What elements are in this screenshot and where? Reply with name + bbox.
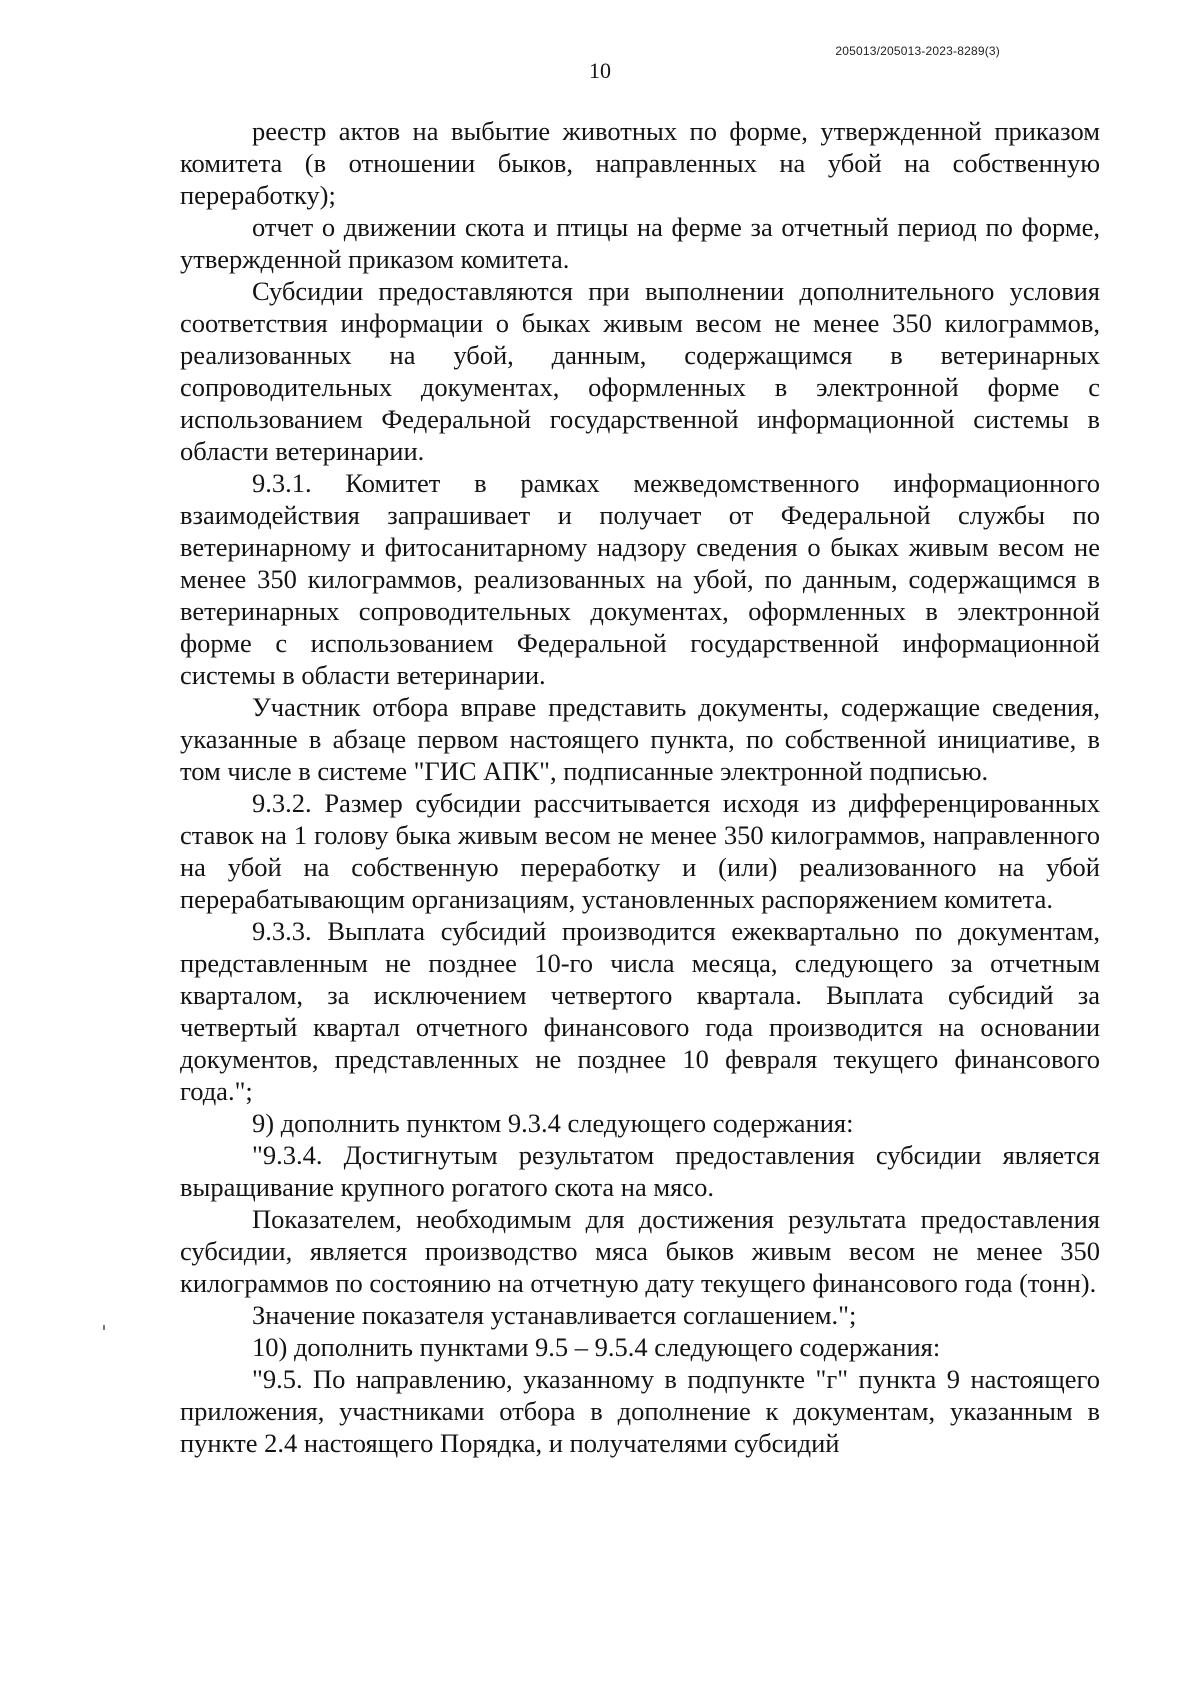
paragraph: Участник отбора вправе представить документы, содержащие сведения, указанные в абзаце первом настоящего пункта, по собственной инициативе, в том числе в системе "ГИС АПК", подписанные электронной подписью. [180, 692, 1100, 786]
paragraph: отчет о движении скота и птицы на ферме за отчетный период по форме, утвержденной приказом комитета. [180, 212, 1100, 274]
page-number: 10 [589, 58, 611, 83]
paragraph: 9.3.2. Размер субсидии рассчитывается исходя из дифференцированных ставок на 1 голову быка живым весом не менее 350 килограммов, направленного на убой на собственную переработку и (или) реализованного на убой перерабатывающим организациям, установленных распоряжением комитета. [180, 788, 1100, 914]
document-body [180, 115, 1100, 1459]
paragraph: 10) дополнить пунктами 9.5 – 9.5.4 следующего содержания: [252, 1332, 941, 1362]
paragraph: 9) дополнить пунктом 9.3.4 следующего содержания: [252, 1108, 854, 1138]
paragraph: "9.3.4. Достигнутым результатом предоставления субсидии является выращивание крупного рогатого скота на мясо. [180, 1140, 1100, 1202]
paragraph: 9.3.3. Выплата субсидий производится ежеквартально по документам, представленным не позднее 10-го числа месяца, следующего за отчетным кварталом, за исключением четвертого квартала. Выплата субсидий за четвертый квартал отчетного финансового года производится на основании документов, представленных не позднее 10 февраля текущего финансового года."; [180, 916, 1100, 1106]
scan-speck [103, 1325, 105, 1330]
paragraph: Показателем, необходимым для достижения результата предоставления субсидии, является производство мяса быков живым весом не менее 350 килограммов по состоянию на отчетную дату текущего финансового года (тонн). [180, 1204, 1100, 1298]
paragraph: 9.3.1. Комитет в рамках межведомственного информационного взаимодействия запрашивает и получает от Федеральной службы по ветеринарному и фитосанитарному надзору сведения о быках живым весом не менее 350 килограммов, реализованных на убой, по данным, содержащимся в ветеринарных сопроводительных документах, оформленных в электронной форме с использованием Федеральной государственной информационной системы в области ветеринарии. [180, 468, 1100, 690]
document-id: 205013/205013-2023-8289(3) [835, 44, 1000, 58]
paragraph: Субсидии предоставляются при выполнении дополнительного условия соответствия информации о быках живым весом не менее 350 килограммов, реализованных на убой, данным, содержащимся в ветеринарных сопроводительных документах, оформленных в электронной форме с использованием Федеральной государственной информационной системы в области ветеринарии. [180, 276, 1100, 466]
paragraph: реестр актов на выбытие животных по форме, утвержденной приказом комитета (в отношении быков, направленных на убой на собственную переработку); [180, 116, 1100, 210]
paragraph: Значение показателя устанавливается соглашением."; [252, 1300, 857, 1330]
paragraph: "9.5. По направлению, указанному в подпункте "г" пункта 9 настоящего приложения, участниками отбора в дополнение к документам, указанным в пункте 2.4 настоящего Порядка, и получателями субсидий [180, 1364, 1100, 1458]
